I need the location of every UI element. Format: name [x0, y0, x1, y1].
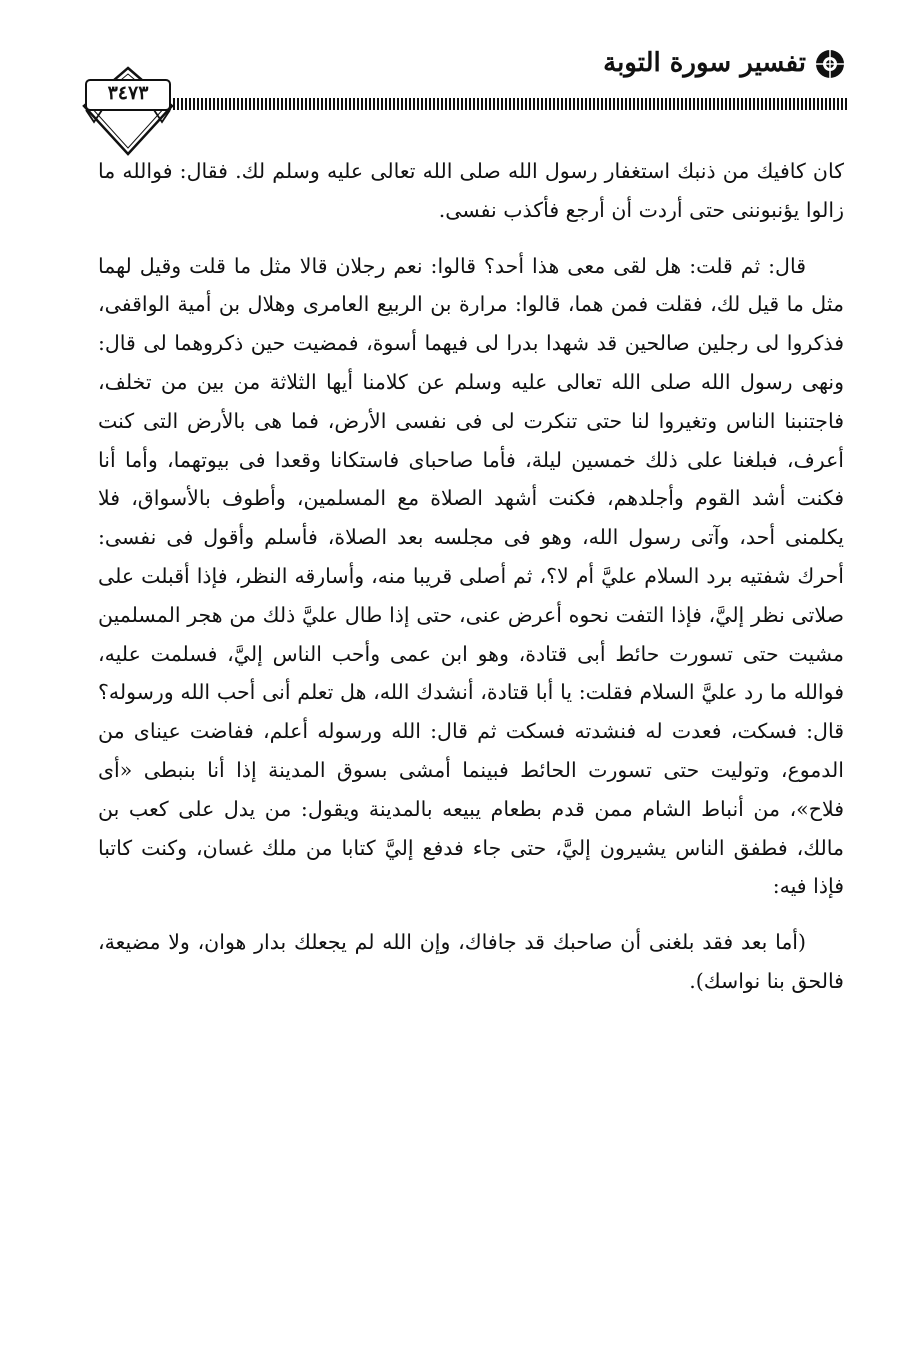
header-divider: [165, 98, 848, 110]
paragraph-1: كان كافيك من ذنبك استغفار رسول الله صلى الله تعالى عليه وسلم لك. فقال: فوالله ما زالوا يؤنبوننى حتى أردت أن أرجع فأكذب نفسى.: [98, 159, 844, 222]
page-header: [0, 0, 916, 150]
page-number: ٣٤٧٣: [107, 82, 149, 104]
paragraph-2: قال: ثم قلت: هل لقى معى هذا أحد؟ قالوا: نعم رجلان قالا مثل ما قلت وقيل لهما مثل ما قيل لك، فقلت فمن هما، قالوا: مرارة بن الربيع العامرى وهلال بن أمية الواقفى، فذكروا لى رجلين صالحين قد شهدا بدرا لى فيهما أسوة، فمضيت حين ذكروهما لى قال: ونهى رسول الله صلى الله تعالى عليه وسلم عن كلامنا أيها الثلاثة من بين من تخلف، فاجتنبنا الناس وتغيروا لنا حتى تنكرت لى فى نفسى الأرض، فما هى بالأرض التى كنت أعرف، فبلغنا على ذلك خمسين ليلة، فأما صاحباى فاستكانا وقعدا فى بيوتهما، وأما أنا فكنت أشد القوم وأجلدهم، فكنت أشهد الصلاة مع المسلمين، وأطوف بالأسواق، فلا يكلمنى أحد، وآتى رسول الله، وهو فى مجلسه بعد الصلاة، فأسلم وأقول فى نفسى: أحرك شفتيه برد السلام عليَّ أم لا؟، ثم أصلى قريبا منه، وأسارقه النظر، فإذا أقبلت على صلاتى نظر إليَّ، فإذا التفت نحوه أعرض عنى، حتى إذا طال عليَّ ذلك من هجر المسلمين مشيت حتى تسورت حائط أبى قتادة، وهو ابن عمى وأحب الناس إليَّ، فسلمت عليه، فوالله ما رد عليَّ السلام فقلت: يا أبا قتادة، أنشدك الله، هل تعلم أنى أحب الله ورسوله؟ قال: فسكت، فعدت له فنشدته فسكت ثم قال: الله ورسوله أعلم، ففاضت عيناى من الدموع، وتوليت حتى تسورت الحائط فبينما أمشى بسوق المدينة إذا أنا بنبطى «أى فلاح»، من أنباط الشام ممن قدم بطعام يبيعه بالمدينة ويقول: من يدل على كعب بن مالك، فطفق الناس يشيرون إليَّ، حتى جاء فدفع إليَّ كتابا من ملك غسان، وكنت كاتبا فإذا فيه:: [98, 253, 844, 899]
flower-ornament-icon: [812, 46, 848, 82]
page-number-badge-icon: [82, 66, 174, 156]
paragraph-3: (أما بعد فقد بلغنى أن صاحبك قد جافاك، وإن الله لم يجعلك بدار هوان، ولا مضيعة، فالحق بنا نواسك).: [98, 930, 844, 993]
book-title: تفسير سورة التوبة: [603, 48, 806, 78]
page-body: [98, 152, 844, 1001]
